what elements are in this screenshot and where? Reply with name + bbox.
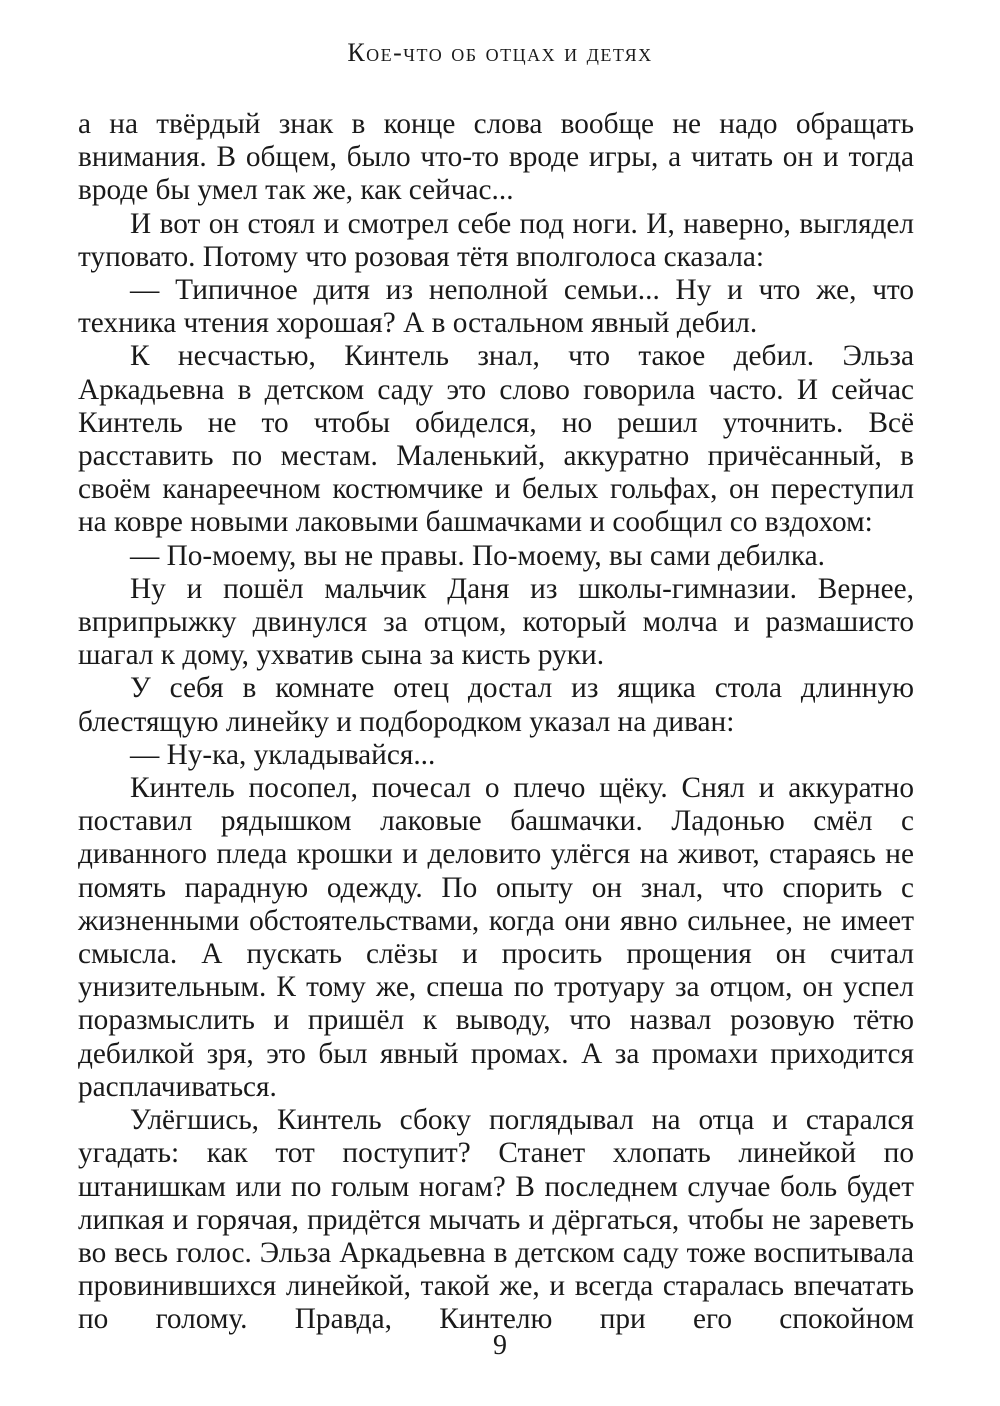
paragraph: — Типичное дитя из неполной семьи... Ну и что же, что техника чтения хорошая? А в остальном явный дебил. [78, 274, 914, 340]
paragraph: Улёгшись, Кинтель сбоку поглядывал на отца и старался угадать: как тот поступит? Станет хлопать линейкой по штанишкам или по голым ногам? В последнем случае боль будет липкая и горячая, придётся мычать и дёргаться, чтобы не зареветь во весь голос. Эльза Аркадьевна в детском саду тоже воспитывала провинившихся линейкой, такой же, и всегда старалась впечатать по голому. Правда, Кинтелю при его спокойном [78, 1104, 914, 1336]
paragraph: И вот он стоял и смотрел себе под ноги. И, наверно, выглядел туповато. Потому что розовая тётя вполголоса сказала: [78, 207, 914, 273]
running-head: Кое-что об отцах и детях [347, 38, 653, 67]
paragraph: — По-моему, вы не правы. По-моему, вы сами дебилка. [130, 539, 825, 572]
paragraph: Ну и пошёл мальчик Даня из школы-гимназии. Вернее, вприпрыжку двинулся за отцом, который молча и размашисто шагал к дому, ухватив сына за кисть руки. [78, 572, 914, 672]
page-number: 9 [493, 1330, 507, 1361]
paragraph: Кинтель посопел, почесал о плечо щёку. Снял и аккуратно поставил рядышком лаковые башмачки. Ладонью смёл с диванного пледа крошки и деловито улёгся на живот, стараясь не помять парадную одежду. По опыту он знал, что спорить с жизненными обстоятельствами, когда они явно сильнее, не имеет смысла. А пускать слёзы и просить прощения он считал унизительным. К тому же, спеша по тротуару за отцом, он успел поразмыслить и пришёл к выводу, что назвал розовую тётю дебилкой зря, это был явный промах. А за промахи приходится расплачиваться. [78, 772, 914, 1103]
paragraph: — Ну-ка, укладывайся... [130, 738, 436, 771]
paragraph: а на твёрдый знак в конце слова вообще не надо обращать внимания. В общем, было что-то вроде игры, а читать он и тогда вроде бы умел так же, как сейчас... [78, 108, 914, 207]
paragraph: У себя в комнате отец достал из ящика стола длинную блестящую линейку и подбородком указал на диван: [78, 672, 914, 738]
body-text [78, 108, 914, 1337]
paragraph: К несчастью, Кинтель знал, что такое дебил. Эльза Аркадьевна в детском саду это слово говорила часто. И сейчас Кинтель не то чтобы обиделся, но решил уточнить. Всё расставить по местам. Маленький, аккуратно причёсанный, в своём канареечном костюмчике и белых гольфах, он переступил на ковре новыми лаковыми башмачками и сообщил со вздохом: [78, 340, 914, 539]
